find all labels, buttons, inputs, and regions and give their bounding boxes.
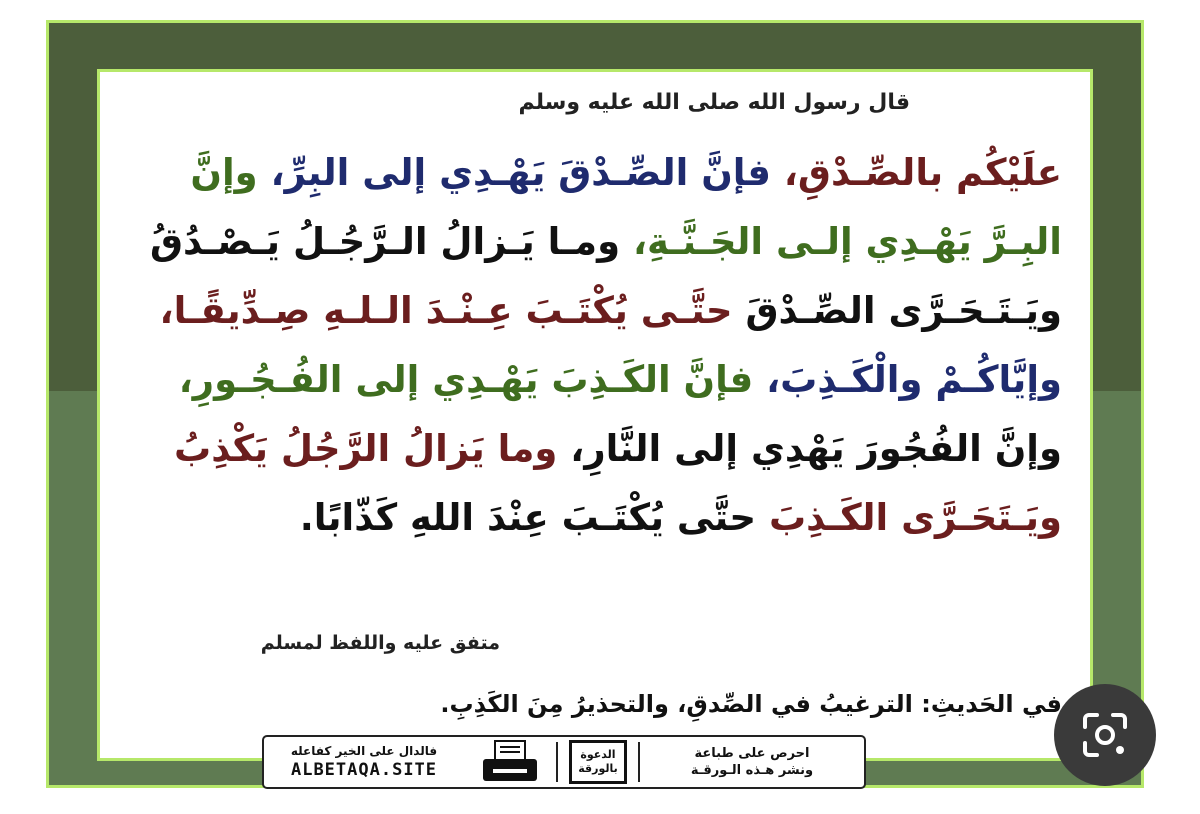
logo-line-2: بالورقة bbox=[578, 762, 618, 775]
hadith-segment: ويَـتَحَـرَّى الكَـذِبَ bbox=[768, 496, 1062, 539]
footer-banner bbox=[262, 735, 866, 789]
hadith-segment: البِـرَّ يَهْـدِي إلـى الجَـنَّـةِ، bbox=[632, 220, 1062, 263]
footer-site-link[interactable]: ALBETAQA.SITE bbox=[290, 760, 438, 780]
hadith-line bbox=[128, 345, 1062, 414]
hadith-card bbox=[97, 69, 1093, 761]
note-line-2: ونشر هـذه الـورقـة bbox=[690, 763, 814, 778]
footer-slogan: فالدال على الخير كفاعله bbox=[290, 744, 438, 758]
hadith-segment: وإيَّاكُـمْ والْكَـذِبَ، bbox=[766, 358, 1062, 401]
footer-site-block bbox=[264, 737, 464, 787]
logo-box bbox=[569, 740, 627, 784]
dawa-logo bbox=[558, 737, 638, 787]
google-lens-icon[interactable] bbox=[1054, 684, 1156, 786]
hadith-line bbox=[128, 276, 1062, 345]
footer-note bbox=[640, 737, 864, 787]
hadith-source: متفق عليه واللفظ لمسلم bbox=[260, 632, 500, 654]
hadith-segment: فإنَّ الصِّـدْقَ يَهْـدِي إلى البِرِّ، bbox=[270, 151, 784, 194]
hadith-segment: علَيْكُم بالصِّـدْقِ، bbox=[783, 151, 1062, 194]
hadith-segment: ويَـتَـحَـرَّى الصِّـدْقَ bbox=[745, 289, 1062, 332]
hadith-line bbox=[128, 138, 1062, 207]
hadith-line bbox=[128, 414, 1062, 483]
logo-line-1: الدعوة bbox=[580, 748, 616, 761]
hadith-topic: في الحَديثِ: الترغيبُ في الصِّدقِ، والتحذيرُ مِنَ الكَذِبِ. bbox=[440, 690, 1062, 718]
hadith-line bbox=[128, 207, 1062, 276]
hadith-segment: حتَّـى يُكْتَـبَ عِـنْـدَ الـلـهِ صِـدِّيقًـا، bbox=[159, 289, 746, 332]
hadith-segment: وإنَّ bbox=[190, 151, 271, 194]
intro-heading: قال رسول الله صلى الله عليه وسلم bbox=[518, 90, 910, 115]
printer-icon bbox=[464, 737, 556, 787]
hadith-segment: ومـا يَـزالُ الـرَّجُـلُ يَـصْـدُقُ bbox=[149, 220, 633, 263]
hadith-text bbox=[128, 138, 1062, 552]
poster-frame bbox=[46, 20, 1144, 788]
hadith-segment: وما يَزالُ الرَّجُلُ يَكْذِبُ bbox=[174, 427, 571, 470]
hadith-line bbox=[128, 483, 1062, 552]
note-line-1: احرص على طباعة bbox=[694, 746, 810, 761]
hadith-segment: حتَّى يُكْتَـبَ عِنْدَ اللهِ كَذّابًا. bbox=[299, 496, 769, 539]
hadith-segment: فإنَّ الكَـذِبَ يَهْـدِي إلى الفُـجُـورِ، bbox=[178, 358, 767, 401]
hadith-segment: وإنَّ الفُجُورَ يَهْدِي إلى النَّارِ، bbox=[570, 427, 1062, 470]
